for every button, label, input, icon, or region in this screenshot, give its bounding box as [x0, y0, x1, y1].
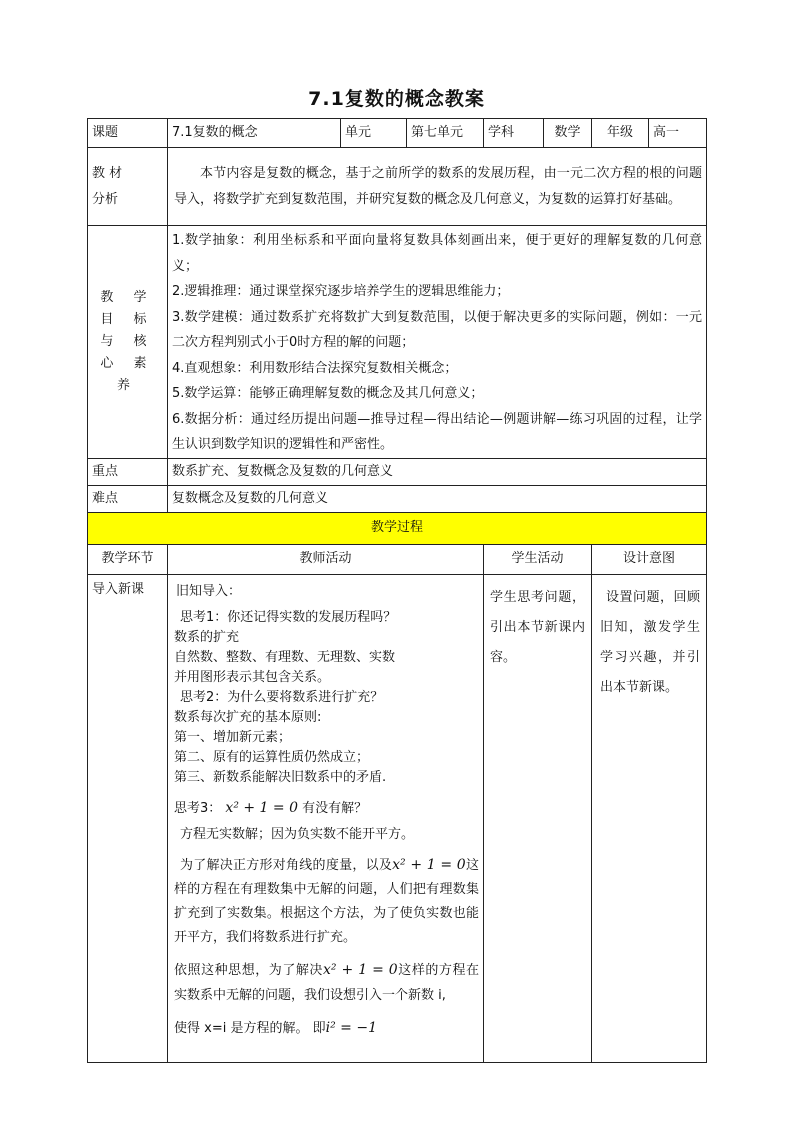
- goals-label-line: 心 素: [100, 355, 155, 371]
- goals-label-line: 养: [116, 377, 138, 393]
- goals-label-line: 与 核: [100, 333, 155, 349]
- analysis-label-line1: 教 材: [92, 165, 123, 181]
- lesson-plan-table: [87, 118, 707, 1063]
- equation-x2-plus-1: x² + 1 = 0: [322, 961, 398, 978]
- teacher-paragraph-1: [174, 853, 479, 950]
- key-points-row: [88, 458, 707, 485]
- process-header-row: [88, 544, 707, 574]
- teacher-line: 方程无实数解；因为负实数不能开平方。: [180, 826, 415, 842]
- goals-text: [168, 226, 707, 459]
- goals-label-line: 目 标: [100, 311, 155, 327]
- design-cell: 设置问题，回顾旧知，激发学生学习兴趣，并引出本节新课。: [592, 574, 707, 1062]
- difficult-points-label: 难点: [88, 485, 168, 512]
- think3-line: [174, 796, 479, 821]
- p2-text-b: 这样的方程在实数系中无解的问题，我们设想引入一个新数 i,: [174, 962, 479, 1003]
- col-teacher-header: 教师活动: [168, 544, 484, 574]
- col-stage-header: 教学环节: [88, 544, 168, 574]
- page-title: 7.1复数的概念教案: [308, 88, 485, 110]
- col-design-header: 设计意图: [592, 544, 707, 574]
- goals-label: [88, 226, 168, 459]
- process-banner: 教学过程: [88, 512, 707, 544]
- difficult-points-text: 复数概念及复数的几何意义: [168, 485, 707, 512]
- analysis-text: 本节内容是复数的概念，基于之前所学的数系的发展历程，由一元二次方程的根的问题导入，将数学扩充到复数范围，并研究复数的概念及几何意义，为复数的运算打好基础。: [168, 148, 707, 226]
- p3-text-a: 使得 x=i 是方程的解。: [174, 1020, 309, 1036]
- teacher-paragraph-3: [174, 1016, 479, 1041]
- goal-item: 1.数学抽象：利用坐标系和平面向量将复数具体刻画出来，便于更好的理解复数的几何意义；: [172, 233, 702, 274]
- equation-x2-plus-1: x² + 1 = 0: [392, 856, 466, 873]
- key-points-text: 数系扩充、复数概念及复数的几何意义: [168, 458, 707, 485]
- goals-row: [88, 226, 707, 459]
- p1-text-a: 为了解决正方形对角线的度量，以及: [180, 857, 393, 873]
- p3-text-b: 即: [312, 1020, 326, 1036]
- goal-item: 3.数学建模：通过数系扩充将数扩大到复数范围，以便于解决更多的实际问题，例如：一元二次方程判别式小于0时方程的解的问题；: [172, 309, 702, 350]
- goal-item: 6.数据分析：通过经历提出问题—推导过程—得出结论—例题讲解—练习巩固的过程，让学生认识到数学知识的逻辑性和严密性。: [172, 411, 702, 452]
- process-banner-row: [88, 512, 707, 544]
- header-row: [88, 119, 707, 148]
- analysis-label-line2: 分析: [92, 191, 119, 207]
- col-student-header: 学生活动: [484, 544, 592, 574]
- process-content-row: [88, 574, 707, 1062]
- teacher-paragraph-2: [174, 958, 479, 1008]
- topic-value: 7.1复数的概念: [168, 119, 341, 148]
- think3-prefix: 思考3：: [174, 800, 222, 816]
- goal-item: 5.数学运算：能够正确理解复数的概念及其几何意义；: [172, 386, 484, 401]
- p1-text-b: 这样的方程在有理数集中无解的问题，人们把有理数集扩充到了实数集。根据这个方法，为了使负实数也能开平方，我们将数系进行扩充。: [174, 857, 479, 945]
- unit-value: 第七单元: [407, 119, 484, 148]
- equation-x2-plus-1: x² + 1 = 0: [225, 799, 299, 816]
- teacher-line: 第一、增加新元素；: [174, 729, 292, 745]
- key-points-label: 重点: [88, 458, 168, 485]
- grade-value: 高一: [649, 119, 707, 148]
- think3-suffix: 有没有解？: [302, 800, 368, 816]
- stage-cell: 导入新课: [88, 574, 168, 1062]
- teacher-cell: [168, 574, 484, 1062]
- analysis-label: [88, 148, 168, 226]
- teacher-line: 并用图形表示其包含关系。: [174, 669, 331, 685]
- p2-text-a: 依照这种思想，为了解决: [174, 962, 323, 978]
- equation-i2-minus-1: i² = −1: [325, 1019, 377, 1036]
- topic-label: 课题: [88, 119, 168, 148]
- teacher-line: 数系每次扩充的基本原则:: [174, 709, 322, 725]
- student-cell: 学生思考问题，引出本节新课内容。: [484, 574, 592, 1062]
- goal-item: 4.直观想象：利用数形结合法探究复数相关概念；: [172, 360, 458, 376]
- teacher-line: 自然数、整数、有理数、无理数、实数: [174, 649, 396, 665]
- teacher-line: 旧知导入：: [176, 583, 242, 599]
- teacher-line: 数系的扩充: [174, 629, 240, 645]
- analysis-row: [88, 148, 707, 226]
- teacher-line: 第三、新数系能解决旧数系中的矛盾.: [174, 769, 387, 785]
- subject-label: 学科: [484, 119, 544, 148]
- teacher-line: 思考2：为什么要将数系进行扩充？: [180, 689, 384, 705]
- unit-label: 单元: [341, 119, 407, 148]
- subject-value: 数学: [544, 119, 592, 148]
- teacher-line: 第二、原有的运算性质仍然成立；: [174, 749, 370, 765]
- difficult-points-row: [88, 485, 707, 512]
- goals-label-line: 教 学: [100, 289, 155, 305]
- goal-item: 2.逻辑推理：通过课堂探究逐步培养学生的逻辑思维能力；: [172, 284, 510, 299]
- teacher-line: 思考1：你还记得实数的发展历程吗？: [180, 609, 397, 625]
- grade-label: 年级: [592, 119, 649, 148]
